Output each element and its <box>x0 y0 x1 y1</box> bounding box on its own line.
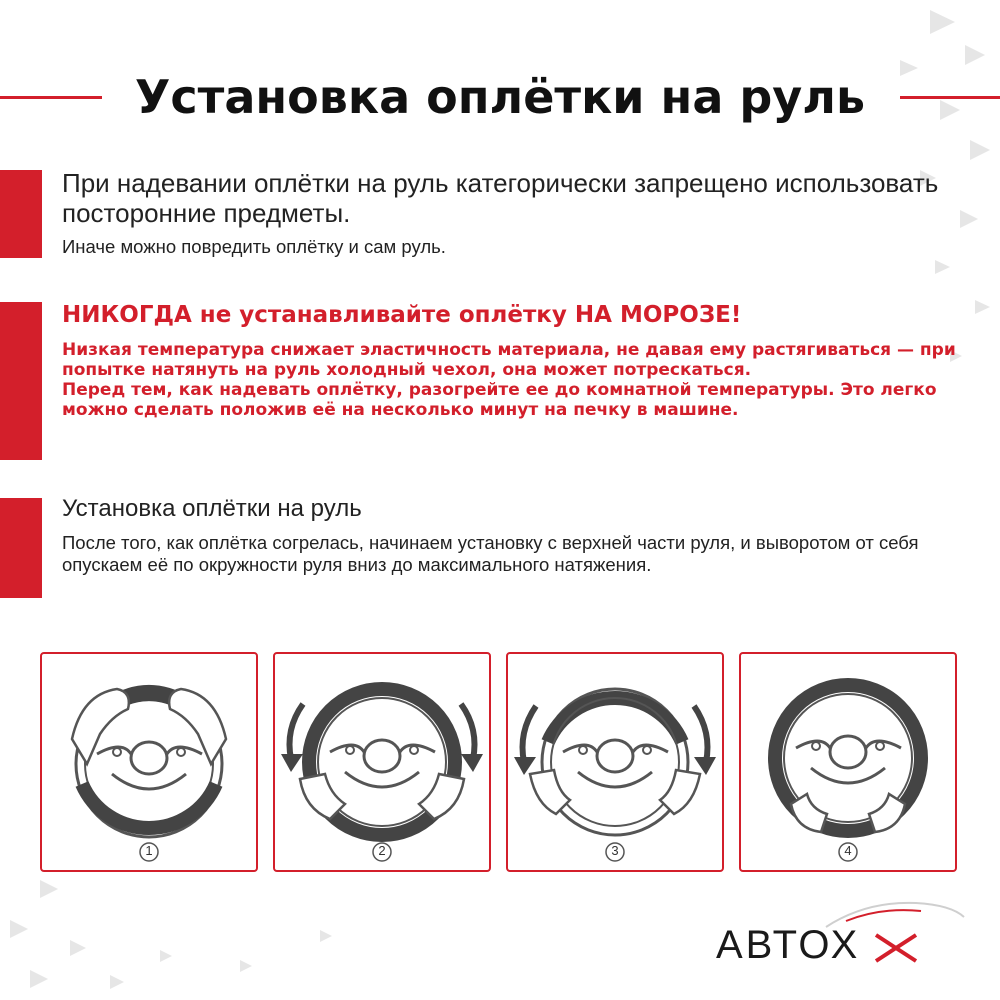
steering-wheel-cover-start-icon <box>42 654 256 870</box>
section3-title: Установка оплётки на руль <box>62 495 362 522</box>
step-3-panel <box>506 652 724 872</box>
section1-main-text: При надевании оплётки на руль категорически запрещено использовать посторонние предметы. <box>62 168 939 228</box>
steering-wheel-cover-rotate-icon <box>275 654 489 870</box>
step-1-panel <box>40 652 258 872</box>
steering-wheel-cover-done-icon <box>741 654 955 870</box>
brand-logo <box>716 895 966 970</box>
section-installation <box>62 494 962 576</box>
installation-steps <box>40 652 960 874</box>
section3-accent-bar <box>0 498 42 598</box>
section2-accent-bar <box>0 302 42 460</box>
step-2-panel <box>273 652 491 872</box>
section-frost-warning <box>62 300 962 420</box>
section2-line1: Низкая температура снижает эластичность материала, не давая ему растягиваться — при попытке натянуть на руль холодный чехол, она может потрескаться. <box>62 340 956 380</box>
section2-line2: Перед тем, как надевать оплётку, разогрейте ее до комнатной температуры. Это легко можно сделать положив её на несколько минут на печку в машине. <box>62 380 937 420</box>
step-2-number: 2 <box>378 843 386 858</box>
step-4-number: 4 <box>844 843 852 858</box>
section-no-foreign-objects <box>62 168 962 260</box>
page-title: Установка оплётки на руль <box>134 70 866 124</box>
section1-accent-bar <box>0 170 42 258</box>
steering-wheel-cover-stretch-icon <box>508 654 722 870</box>
section3-text: После того, как оплётка согрелась, начинаем установку с верхней части руля, и выворотом от себя опускаем её по окружности руля вниз до максимального натяжения. <box>62 532 919 575</box>
step-4-panel <box>739 652 957 872</box>
step-3-number: 3 <box>611 843 619 858</box>
step-1-number: 1 <box>145 843 153 858</box>
section1-sub-text: Иначе можно повредить оплётку и сам руль. <box>62 236 446 257</box>
section2-title: НИКОГДА не устанавливайте оплётку НА МОРОЗЕ! <box>62 302 742 328</box>
title-row <box>0 62 1000 132</box>
brand-name: АВТОХ <box>716 923 861 967</box>
